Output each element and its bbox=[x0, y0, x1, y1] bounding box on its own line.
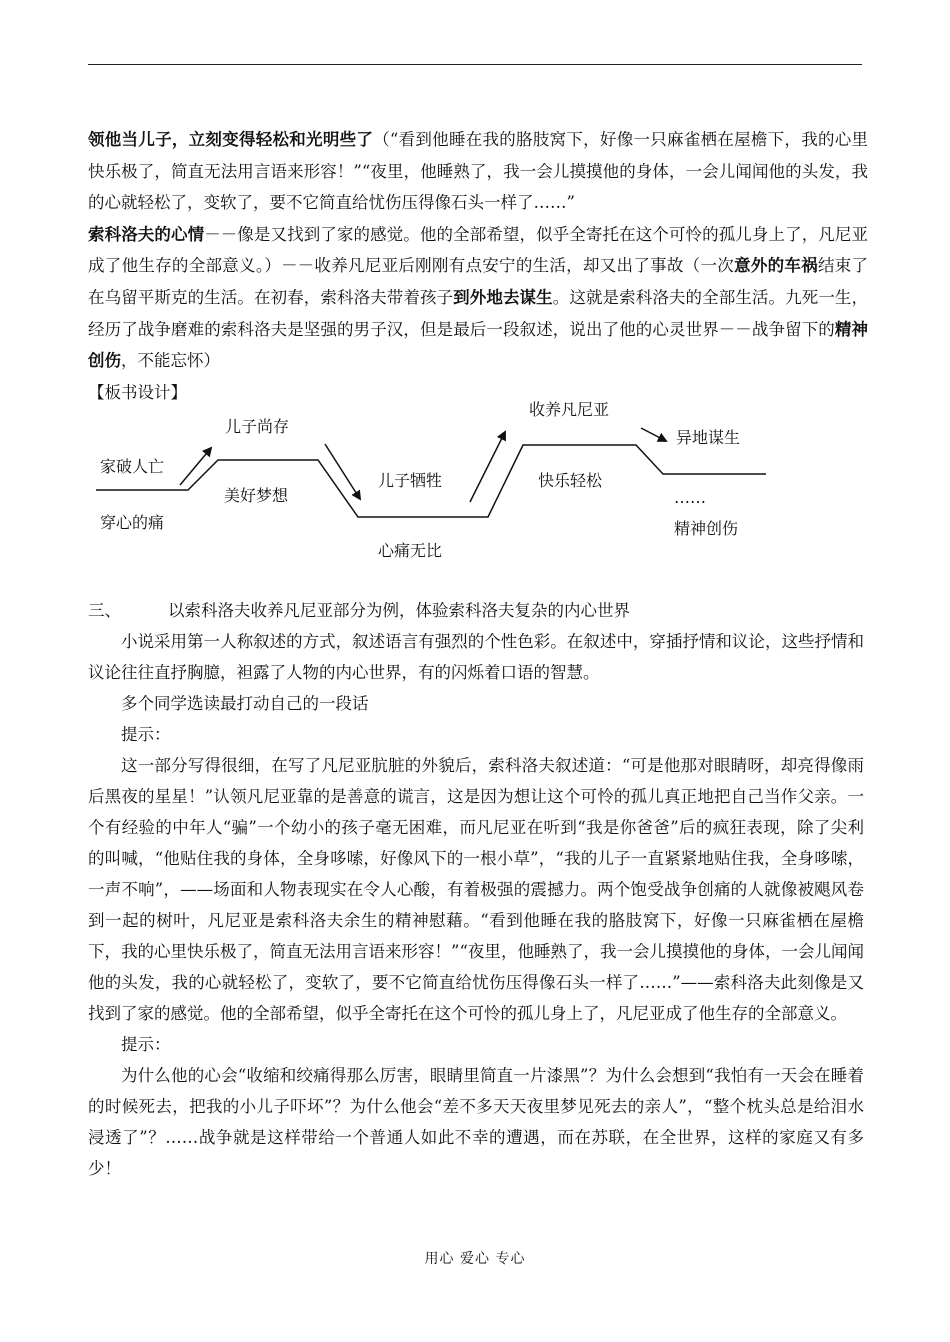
section-number: 三、 bbox=[88, 601, 121, 620]
page-footer: 用心 爱心 专心 bbox=[424, 1251, 526, 1267]
label-jingshen: 精神创伤 bbox=[674, 519, 739, 538]
bold-phrase: 领他当儿子，立刻变得轻松和光明些了 bbox=[88, 130, 374, 149]
bold-phrase: 精神创伤 bbox=[88, 319, 869, 371]
bold-phrase: 到外地去谋生 bbox=[453, 287, 553, 307]
bold-phrase: 意外的车祸 bbox=[734, 256, 818, 276]
label-shouyang: 收养凡尼亚 bbox=[529, 400, 610, 419]
text-run: －－像是又找到了家的感觉。他的全部希望，似乎全寄托在这个可怜的孤儿身上了，凡尼亚成了他生存的全部意义。）－－收养凡尼亚后刚刚有点安宁的生活，却又出了事故（一次 bbox=[88, 224, 869, 276]
label-xintong: 心痛无比 bbox=[378, 541, 443, 560]
label-yidi: 异地谋生 bbox=[676, 428, 741, 447]
header-rule bbox=[88, 64, 862, 65]
label-erzi-xisheng: 儿子牺牲 bbox=[378, 471, 443, 490]
tip-label-2: 提示： bbox=[121, 1035, 171, 1054]
text-run: （“看到他睡在我的胳肢窝下，好像一只麻雀栖在屋檐下，我的心里快乐极了，简直无法用言语来形容！”“夜里，他睡熟了，我一会儿摸摸他的身体，一会儿闻闻他的头发，我的心就轻松了，变软了，要不它简直给忧伤压得像石头一样了……” bbox=[88, 130, 869, 213]
text-run: 结束了在乌留平斯克的生活。在初春，索科洛夫带着孩子 bbox=[88, 256, 869, 307]
section-heading bbox=[88, 595, 864, 626]
label-meihao: 美好梦想 bbox=[224, 486, 289, 505]
paragraph-questions: 为什么他的心会“收缩和绞痛得那么厉害，眼睛里简直一片漆黑”？为什么会想到“我怕有一天会在睡着的时候死去，把我的小儿子吓坏”？为什么他会“差不多天天夜里梦见死去的亲人”，“整个枕头总是给泪水浸透了”？……战争就是这样带给一个普通人如此不幸的遭遇，而在苏联，在全世界，这样的家庭又有多少！ bbox=[88, 1066, 864, 1178]
text-run: ，不能忘怀） bbox=[121, 351, 220, 371]
opening-paragraph bbox=[88, 124, 868, 408]
paragraph-reading: 多个同学选读最打动自己的一段话 bbox=[121, 694, 369, 713]
board-design-heading: 【板书设计】 bbox=[88, 382, 187, 402]
bold-phrase: 索科洛夫的心情 bbox=[88, 224, 205, 244]
arrow-down-1 bbox=[325, 444, 360, 499]
arrow-up-1 bbox=[180, 448, 211, 485]
paragraph-narration: 小说采用第一人称叙述的方式，叙述语言有强烈的个性色彩。在叙述中，穿插抒情和议论，这些抒情和议论往往直抒胸臆，袒露了人物的内心世界，有的闪烁着口语的智慧。 bbox=[88, 632, 864, 682]
board-diagram bbox=[88, 390, 788, 572]
paragraph-analysis: 这一部分写得很细，在写了凡尼亚肮脏的外貌后，索科洛夫叙述道：“可是他那对眼睛呀，却亮得像雨后黑夜的星星！”认领凡尼亚靠的是善意的谎言，这是因为想让这个可怜的孤儿真正地把自己当作父亲。一个有经验的中年人“骗”一个幼小的孩子毫无困难，而凡尼亚在听到“我是你爸爸”后的疯狂表现，除了尖利的叫喊，“他贴住我的身体，全身哆嗦，好像风下的一根小草”，“我的儿子一直紧紧地贴住我，全身哆嗦，一声不响”，——场面和人物表现实在令人心酸，有着极强的震撼力。两个饱受战争创痛的人就像被飓风卷到一起的树叶，凡尼亚是索科洛夫余生的精神慰藉。“看到他睡在我的胳肢窝下，好像一只麻雀栖在屋檐下，我的心里快乐极了，简直无法用言语来形容！”“夜里，他睡熟了，我一会儿摸摸他的身体，一会儿闻闻他的头发，我的心就轻松了，变软了，要不它简直给忧伤压得像石头一样了……”——索科洛夫此刻像是又找到了家的感觉。他的全部希望，似乎全寄托在这个可怜的孤儿身上了，凡尼亚成了他生存的全部意义。 bbox=[88, 756, 864, 1023]
text-run: 。这就是索科洛夫的全部生活。九死一生，经历了战争磨难的索科洛夫是坚强的男子汉，但是最后一段叙述，说出了他的心灵世界－－战争留下的 bbox=[88, 287, 869, 339]
label-erzi-shangcun: 儿子尚存 bbox=[225, 417, 290, 436]
paragraph-text bbox=[88, 124, 868, 377]
label-kuaile: 快乐轻松 bbox=[538, 471, 603, 490]
label-ellipsis: …… bbox=[674, 488, 706, 507]
section-title: 以索科洛夫收养凡尼亚部分为例，体验索科洛夫复杂的内心世界 bbox=[168, 601, 630, 620]
section-three bbox=[88, 595, 864, 1184]
label-jiapo: 家破人亡 bbox=[100, 457, 165, 476]
arrow-down-2 bbox=[641, 428, 666, 441]
label-chuanxin: 穿心的痛 bbox=[100, 513, 165, 532]
tip-label-1: 提示： bbox=[121, 725, 171, 744]
